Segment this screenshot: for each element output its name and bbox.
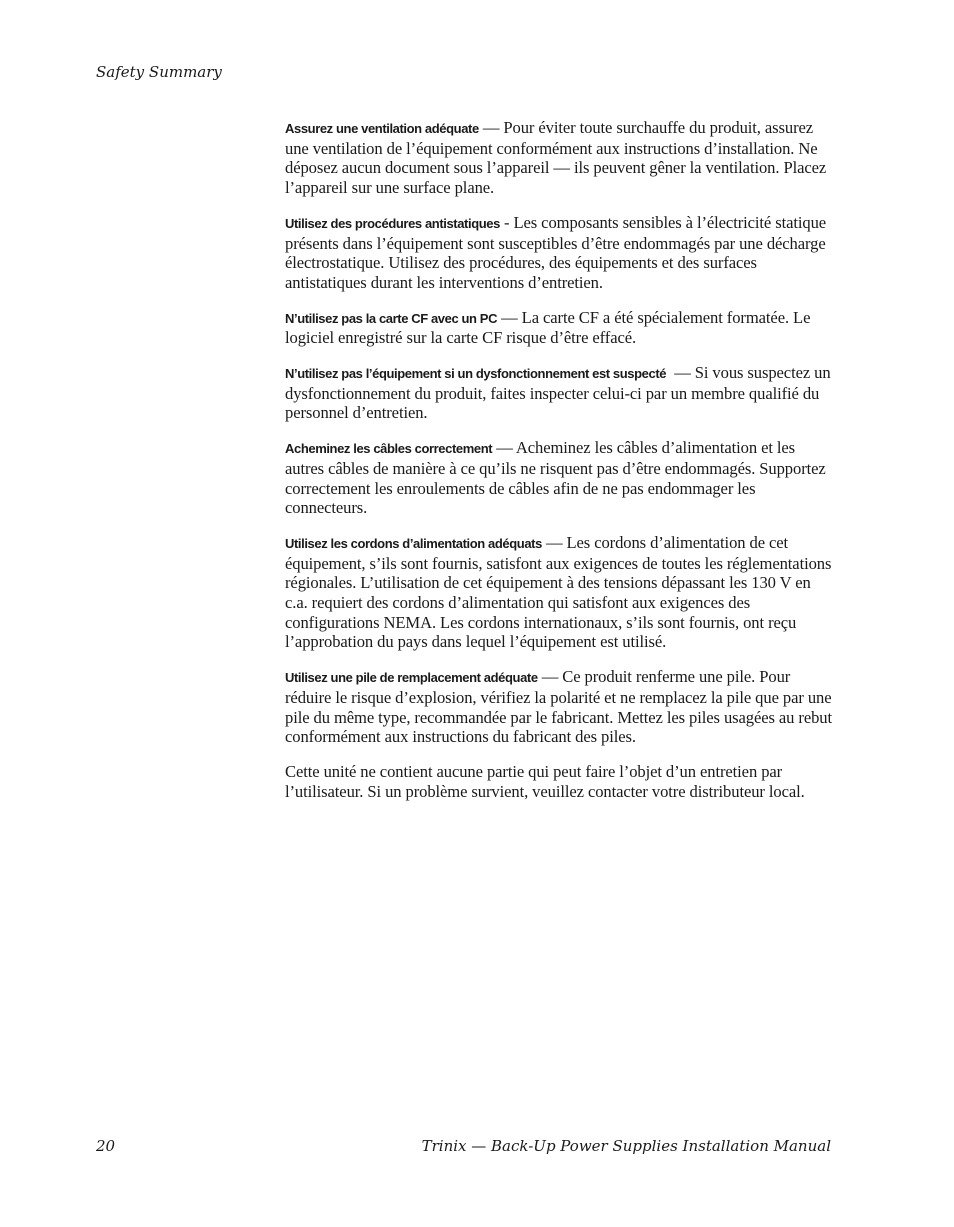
paragraph-separator: —	[497, 307, 522, 327]
paragraph-malfunction	[285, 363, 833, 423]
paragraph-cf-card	[285, 308, 833, 348]
paragraph-lead: Utilisez les cordons d’alimentation adéquats	[285, 535, 542, 551]
footer-manual-title: Trinix — Back-Up Power Supplies Installation Manual	[421, 1137, 831, 1155]
page-number: 20	[96, 1137, 116, 1155]
paragraph-text: Acheminez les câbles d’alimentation et les autres câbles de manière à ce qu’ils ne risquent pas d’être endommagés. Supportez correctement les enroulements de câbles afin de ne pas endommager les connecteurs.	[285, 438, 826, 518]
paragraph-ventilation	[285, 118, 833, 198]
paragraph-separator: -	[499, 212, 514, 232]
paragraph-lead: Acheminez les câbles correctement	[285, 441, 493, 457]
paragraph-separator: —	[478, 118, 504, 137]
paragraph-separator: —	[541, 532, 567, 552]
paragraph-separator: —	[537, 667, 563, 687]
paragraph-lead: Assurez une ventilation adéquate	[285, 121, 479, 136]
paragraph-separator: —	[666, 363, 695, 383]
running-header: Safety Summary	[96, 63, 222, 81]
paragraph-separator: —	[492, 438, 516, 458]
paragraph-no-user-service	[285, 762, 833, 801]
paragraph-power-cords	[285, 533, 833, 652]
paragraph-lead: Utilisez des procédures antistatiques	[285, 215, 500, 231]
paragraph-antistatic	[285, 213, 833, 293]
paragraph-lead: Utilisez une pile de remplacement adéquate	[285, 670, 538, 686]
paragraph-text: Cette unité ne contient aucune partie qui peut faire l’objet d’un entretien par l’utilisateur. Si un problème survient, veuillez contacter votre distributeur local.	[285, 761, 805, 801]
paragraph-text: La carte CF a été spécialement formatée. Le logiciel enregistré sur la carte CF risque d’être effacé.	[285, 307, 811, 348]
paragraph-lead: N’utilisez pas la carte CF avec un PC	[285, 310, 498, 326]
paragraph-text: Si vous suspectez un dysfonctionnement du produit, faites inspecter celui-ci par un membre qualifié du personnel d’entretien.	[285, 363, 831, 423]
paragraph-text: Les cordons d’alimentation de cet équipement, s’ils sont fournis, satisfont aux exigences de toutes les réglementations régionales. L’utilisation de cet équipement à des tensions dépassant les 130 V en c.a. requiert des cordons d’alimentation qui satisfont aux exigences des configurations NEMA. Les cordons internationaux, s’ils sont fournis, ont reçu l’approbation du pays dans lequel l’équipement est utilisé.	[285, 532, 832, 652]
body-column	[285, 118, 833, 816]
paragraph-battery	[285, 667, 833, 747]
paragraph-lead: N’utilisez pas l’équipement si un dysfonctionnement est suspecté	[285, 366, 667, 382]
paragraph-text: Les composants sensibles à l’électricité statique présents dans l’équipement sont susceptibles d’être endommagés par une décharge électrostatique. Utilisez des procédures, des équipements et des surfaces antistatiques durant les interventions d’entretien.	[285, 212, 827, 292]
paragraph-cables	[285, 438, 833, 518]
paragraph-text: Ce produit renferme une pile. Pour réduire le risque d’explosion, vérifiez la polarité et ne remplacez la pile que par une pile du même type, recommandée par le fabricant. Mettez les piles usagées au rebut conformément aux instructions du fabricant des piles.	[285, 667, 833, 747]
paragraph-text: Pour éviter toute surchauffe du produit, assurez une ventilation de l’équipement conformément aux instructions d’installation. Ne déposez aucun document sous l’appareil — ils peuvent gêner la ventilation. Placez l’appareil sur une surface plane.	[285, 118, 827, 198]
